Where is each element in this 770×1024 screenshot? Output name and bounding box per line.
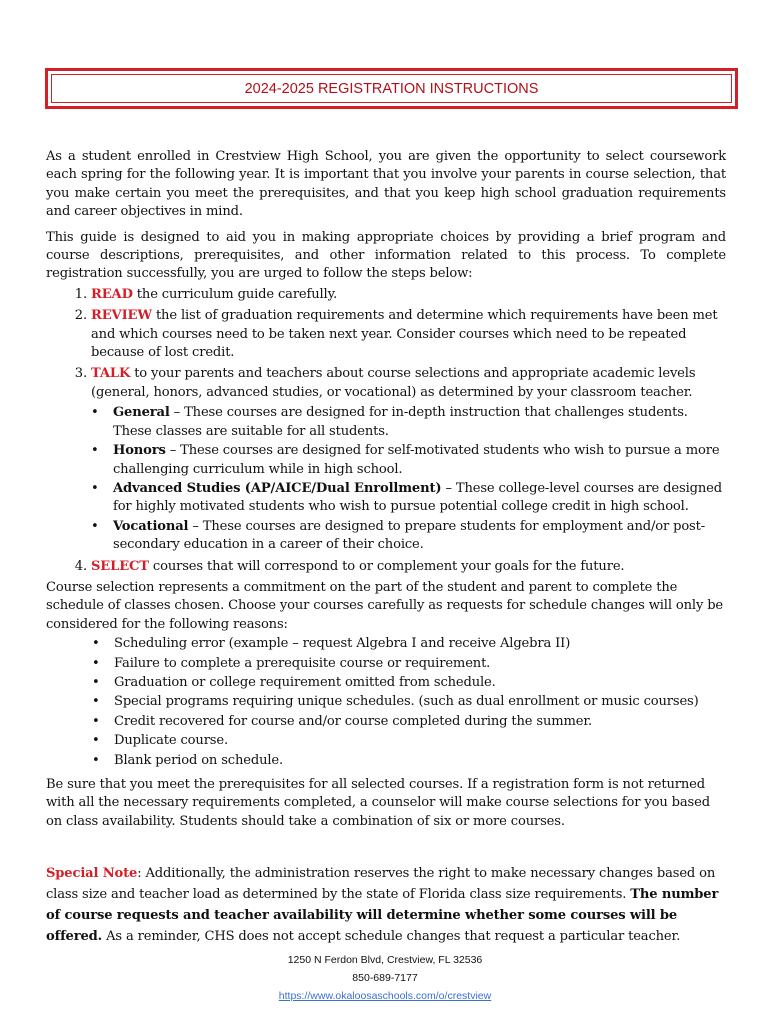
level-desc: – These college-level courses are designed for highly motivated students who wish to pursue potential college credit in high school. bbox=[113, 480, 722, 515]
special-note-reminder: As a reminder, CHS does not accept schedule changes that request a particular teacher. bbox=[102, 929, 681, 945]
reason-item: • Special programs requiring unique schedules. (such as dual enrollment or music courses) bbox=[114, 693, 726, 711]
school-website-link[interactable]: https://www.okaloosaschools.com/o/crestview bbox=[278, 990, 492, 1002]
special-note-text: : Additionally, the administration reserves the right to make necessary changes based on class size and teacher load as determined by the state of Florida class size requirements. bbox=[46, 866, 716, 903]
reason-item: • Credit recovered for course and/or course completed during the summer. bbox=[114, 713, 726, 731]
step-keyword: READ bbox=[91, 286, 133, 302]
schedule-change-reasons-list bbox=[46, 635, 726, 770]
level-desc: – These courses are designed for in-depth instruction that challenges students. These classes are suitable for all students. bbox=[113, 405, 688, 439]
step-text: to your parents and teachers about course selections and appropriate academic levels (general, honors, advanced studies, or vocational) as determined by your classroom teacher. bbox=[91, 366, 696, 400]
page-title: 2024-2025 REGISTRATION INSTRUCTIONS bbox=[244, 80, 539, 97]
prerequisites-paragraph: Be sure that you meet the prerequisites for all selected courses. If a registration form is not returned with all the necessary requirements completed, a counselor will make course selections for you based on class availability. Students should take a combination of six or more courses. bbox=[46, 777, 710, 829]
course-selection-paragraph: Course selection represents a commitment on the part of the student and parent to complete the schedule of classes chosen. Choose your courses carefully as requests for schedule changes will only be considered for the following reasons: bbox=[46, 579, 724, 632]
title-box bbox=[45, 68, 738, 109]
footer-address: 1250 N Ferdon Blvd, Crestview, FL 32536 bbox=[287, 954, 483, 966]
step-text: courses that will correspond to or complement your goals for the future. bbox=[148, 558, 625, 574]
step-text: the curriculum guide carefully. bbox=[132, 286, 338, 302]
title-inner-border bbox=[51, 74, 732, 103]
level-item bbox=[113, 404, 726, 441]
academic-levels-list bbox=[91, 404, 726, 554]
step-select bbox=[91, 558, 726, 576]
reason-item: • Failure to complete a prerequisite course or requirement. bbox=[114, 655, 726, 673]
reason-item: • Scheduling error (example – request Algebra I and receive Algebra II) bbox=[114, 635, 726, 653]
level-name: General bbox=[113, 405, 170, 421]
reason-item: • Graduation or college requirement omitted from schedule. bbox=[114, 674, 726, 692]
step-review bbox=[91, 307, 726, 362]
step-text: the list of graduation requirements and determine which requirements have been met and which courses need to be taken next year. Consider courses which need to be repeated because of lost credit. bbox=[91, 308, 718, 361]
special-note-bold-text: The number of course requests and teacher availability will determine whether some courses will be offered. bbox=[46, 887, 719, 945]
special-note-paragraph bbox=[46, 863, 726, 947]
step-keyword: SELECT bbox=[91, 558, 149, 574]
footer-link-wrap bbox=[0, 990, 770, 1002]
steps-list bbox=[46, 286, 726, 576]
step-keyword: TALK bbox=[91, 366, 131, 382]
level-desc: – These courses are designed to prepare students for employment and/or post-secondary education in a career of their choice. bbox=[113, 518, 706, 553]
main-content bbox=[46, 148, 726, 947]
intro-paragraph-2: This guide is designed to aid you in making appropriate choices by providing a brief program and course descriptions, prerequisites, and other information related to this process. To complete registration successfully, you are urged to follow the steps below: bbox=[46, 229, 726, 282]
reason-item: • Blank period on schedule. bbox=[114, 752, 726, 770]
step-talk bbox=[91, 365, 726, 554]
level-name: Advanced Studies (AP/AICE/Dual Enrollment) bbox=[113, 480, 442, 496]
level-item bbox=[113, 480, 726, 517]
reason-item: • Duplicate course. bbox=[114, 732, 726, 750]
footer-phone: 850-689-7177 bbox=[352, 972, 418, 984]
level-name: Honors bbox=[113, 443, 166, 459]
level-name: Vocational bbox=[113, 518, 189, 534]
level-item bbox=[113, 442, 726, 479]
level-item bbox=[113, 518, 726, 555]
intro-paragraph-1: As a student enrolled in Crestview High School, you are given the opportunity to select coursework each spring for the following year. It is important that you involve your parents in course selection, that you make certain you meet the prerequisites, and that you keep high school graduation requirements and career objectives in mind. bbox=[46, 149, 726, 220]
step-keyword: REVIEW bbox=[91, 308, 152, 324]
level-desc: – These courses are designed for self-motivated students who wish to pursue a more challenging curriculum while in high school. bbox=[113, 443, 720, 477]
special-note-label: Special Note bbox=[46, 866, 138, 882]
step-read bbox=[91, 286, 726, 304]
